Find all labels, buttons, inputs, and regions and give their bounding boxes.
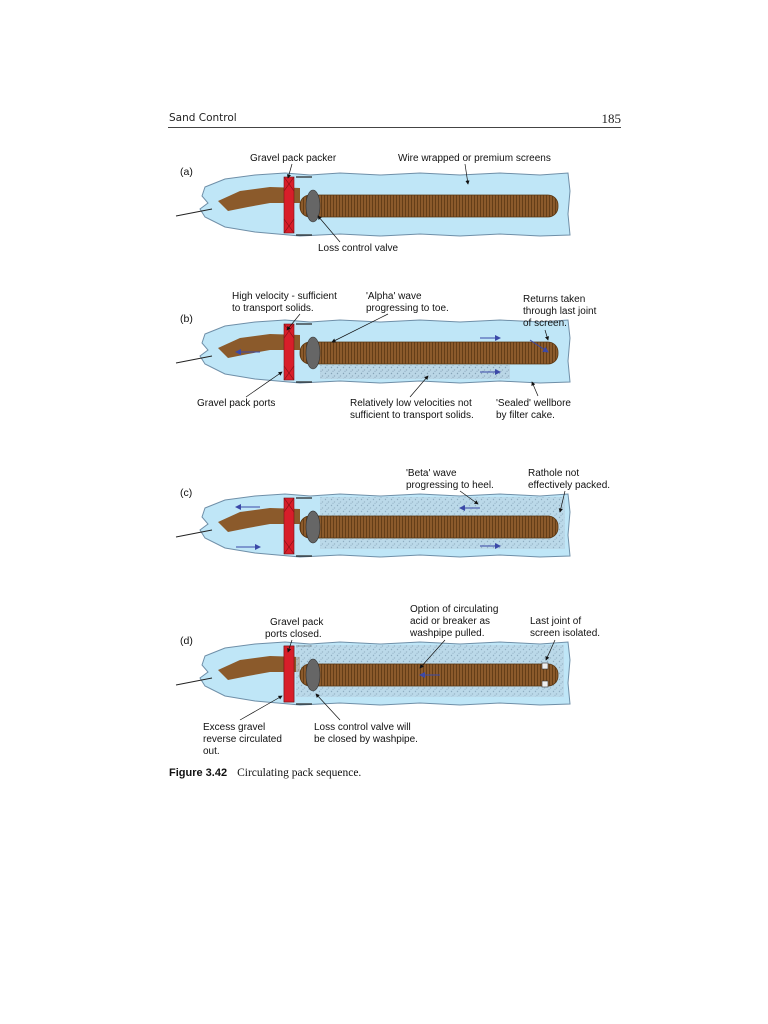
label-sealed-wellbore-2: by filter cake. <box>496 410 555 421</box>
label-rathole-1: Rathole not <box>528 468 580 479</box>
label-returns-2: through last joint <box>523 306 597 317</box>
label-excess-gravel-3: out. <box>203 746 220 757</box>
running-header-section: Sand Control <box>169 112 237 124</box>
label-high-velocity-1: High velocity - sufficient <box>232 291 337 302</box>
label-option-circulating-1: Option of circulating <box>410 604 499 615</box>
panel-b-tag: (b) <box>180 313 193 325</box>
label-last-joint-2: screen isolated. <box>530 628 601 639</box>
label-rathole-2: effectively packed. <box>528 480 611 491</box>
label-valve-closed-1: Loss control valve will <box>314 722 411 733</box>
label-loss-control-valve: Loss control valve <box>318 243 399 254</box>
label-option-circulating-3: washpipe pulled. <box>410 628 485 639</box>
label-ports-closed-2: ports closed. <box>265 629 322 640</box>
figure-number: Figure 3.42 <box>169 767 228 779</box>
label-option-circulating-2: acid or breaker as <box>410 616 491 627</box>
label-alpha-wave-1: 'Alpha' wave <box>366 291 422 302</box>
label-valve-closed-2: be closed by washpipe. <box>314 734 418 745</box>
panel-a <box>176 153 570 254</box>
label-gravel-pack-ports: Gravel pack ports <box>197 398 276 409</box>
label-gravel-pack-packer: Gravel pack packer <box>250 153 337 164</box>
page-number: 185 <box>601 111 621 126</box>
label-last-joint-1: Last joint of <box>530 616 582 627</box>
label-low-velocities-1: Relatively low velocities not <box>350 398 472 409</box>
panel-c-tag: (c) <box>180 487 193 499</box>
label-ports-closed-1: Gravel pack <box>270 617 324 628</box>
label-wire-wrapped-screens: Wire wrapped or premium screens <box>398 153 551 164</box>
label-excess-gravel-2: reverse circulated <box>203 734 282 745</box>
label-high-velocity-2: to transport solids. <box>232 303 314 314</box>
panel-d-tag: (d) <box>180 635 193 647</box>
label-excess-gravel-1: Excess gravel <box>203 722 266 733</box>
panel-a-tag: (a) <box>180 166 193 178</box>
label-sealed-wellbore-1: 'Sealed' wellbore <box>496 398 571 409</box>
panel-b <box>176 291 597 421</box>
panel-d <box>176 604 600 757</box>
figure-caption <box>169 767 361 779</box>
figure-caption-text: Circulating pack sequence. <box>237 767 362 779</box>
panel-c <box>176 468 610 557</box>
label-alpha-wave-2: progressing to toe. <box>366 303 449 314</box>
label-low-velocities-2: sufficient to transport solids. <box>350 410 474 421</box>
label-beta-wave-1: 'Beta' wave <box>406 468 457 479</box>
label-returns-1: Returns taken <box>523 294 586 305</box>
label-beta-wave-2: progressing to heel. <box>406 480 494 491</box>
label-returns-3: of screen. <box>523 318 567 329</box>
